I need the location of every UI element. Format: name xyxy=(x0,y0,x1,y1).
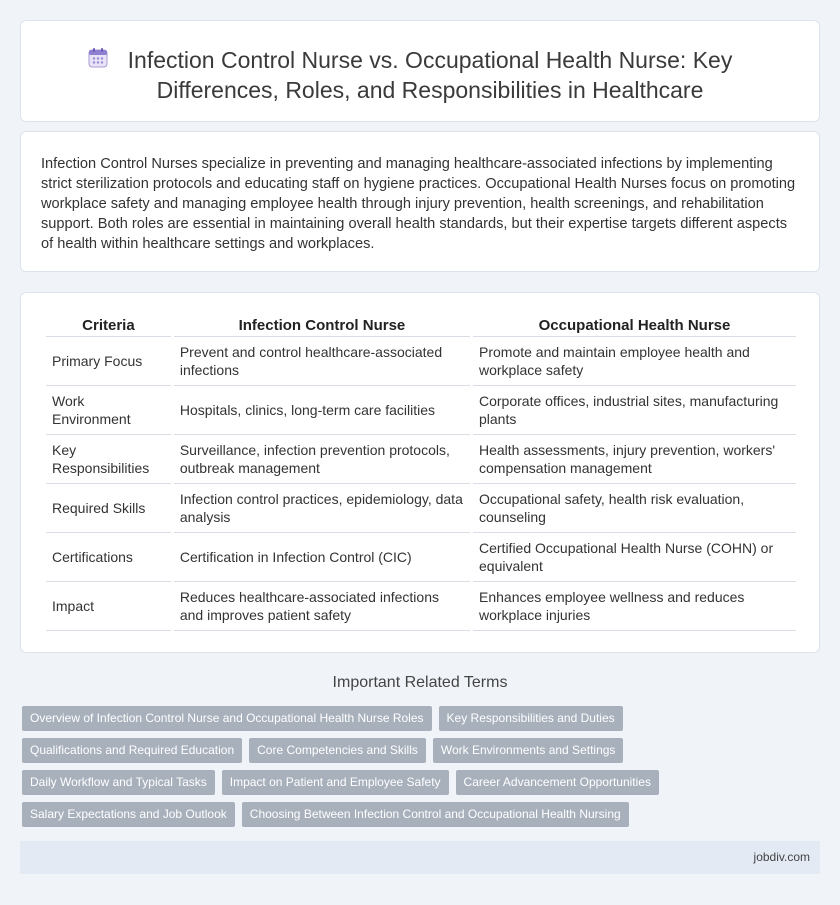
table-header-row xyxy=(46,315,796,337)
row-occupational-health: Certified Occupational Health Nurse (COHN) or equivalent xyxy=(473,533,796,582)
row-criteria: Impact xyxy=(46,582,171,631)
row-infection-control: Reduces healthcare-associated infections and improves patient safety xyxy=(174,582,470,631)
comparison-table xyxy=(43,315,799,631)
related-tag[interactable]: Choosing Between Infection Control and Occupational Health Nursing xyxy=(242,802,629,827)
footer-site-link[interactable]: jobdiv.com xyxy=(753,850,810,864)
header-infection-control-nurse: Infection Control Nurse xyxy=(174,315,470,337)
row-criteria: Primary Focus xyxy=(46,337,171,386)
table-row xyxy=(46,533,796,582)
row-occupational-health: Health assessments, injury prevention, workers' compensation management xyxy=(473,435,796,484)
related-tag[interactable]: Work Environments and Settings xyxy=(433,738,624,763)
table-row xyxy=(46,484,796,533)
row-criteria: Work Environment xyxy=(46,386,171,435)
related-tag[interactable]: Salary Expectations and Job Outlook xyxy=(22,802,235,827)
related-terms-tags xyxy=(22,706,822,827)
related-tag[interactable]: Key Responsibilities and Duties xyxy=(439,706,623,731)
summary-paragraph: Infection Control Nurses specialize in preventing and managing healthcare-associated infections by implementing strict sterilization protocols and educating staff on hygiene practices. Occupational Health Nurses focus on promoting workplace safety and managing employee health through injury prevention, health screenings, and rehabilitation support. Both roles are essential in maintaining overall health standards, but their expertise targets different aspects of health within healthcare settings and workplaces. xyxy=(41,156,796,252)
related-tag[interactable]: Qualifications and Required Education xyxy=(22,738,242,763)
row-infection-control: Infection control practices, epidemiology, data analysis xyxy=(174,484,470,533)
row-occupational-health: Enhances employee wellness and reduces workplace injuries xyxy=(473,582,796,631)
row-infection-control: Certification in Infection Control (CIC) xyxy=(174,533,470,582)
table-row xyxy=(46,435,796,484)
related-tag[interactable]: Core Competencies and Skills xyxy=(249,738,426,763)
table-row xyxy=(46,582,796,631)
row-criteria: Key Responsibilities xyxy=(46,435,171,484)
row-criteria: Required Skills xyxy=(46,484,171,533)
header-occupational-health-nurse: Occupational Health Nurse xyxy=(473,315,796,337)
header-card xyxy=(20,20,820,122)
related-terms-heading: Important Related Terms xyxy=(332,674,508,691)
row-occupational-health: Occupational safety, health risk evaluation, counseling xyxy=(473,484,796,533)
comparison-table-card xyxy=(20,292,820,653)
table-row xyxy=(46,337,796,386)
row-infection-control: Surveillance, infection prevention protocols, outbreak management xyxy=(174,435,470,484)
related-tag[interactable]: Impact on Patient and Employee Safety xyxy=(222,770,449,795)
header-criteria: Criteria xyxy=(46,315,171,337)
row-infection-control: Prevent and control healthcare-associated infections xyxy=(174,337,470,386)
related-tag[interactable]: Overview of Infection Control Nurse and Occupational Health Nurse Roles xyxy=(22,706,432,731)
row-occupational-health: Promote and maintain employee health and workplace safety xyxy=(473,337,796,386)
row-criteria: Certifications xyxy=(46,533,171,582)
related-tag[interactable]: Daily Workflow and Typical Tasks xyxy=(22,770,215,795)
table-row xyxy=(46,386,796,435)
related-tag[interactable]: Career Advancement Opportunities xyxy=(456,770,659,795)
row-occupational-health: Corporate offices, industrial sites, manufacturing plants xyxy=(473,386,796,435)
page-title: Infection Control Nurse vs. Occupational Health Nurse: Key Differences, Roles, and Responsibilities in Healthcare xyxy=(127,47,733,103)
row-infection-control: Hospitals, clinics, long-term care facilities xyxy=(174,386,470,435)
footer xyxy=(20,841,820,874)
summary-card xyxy=(20,131,820,272)
